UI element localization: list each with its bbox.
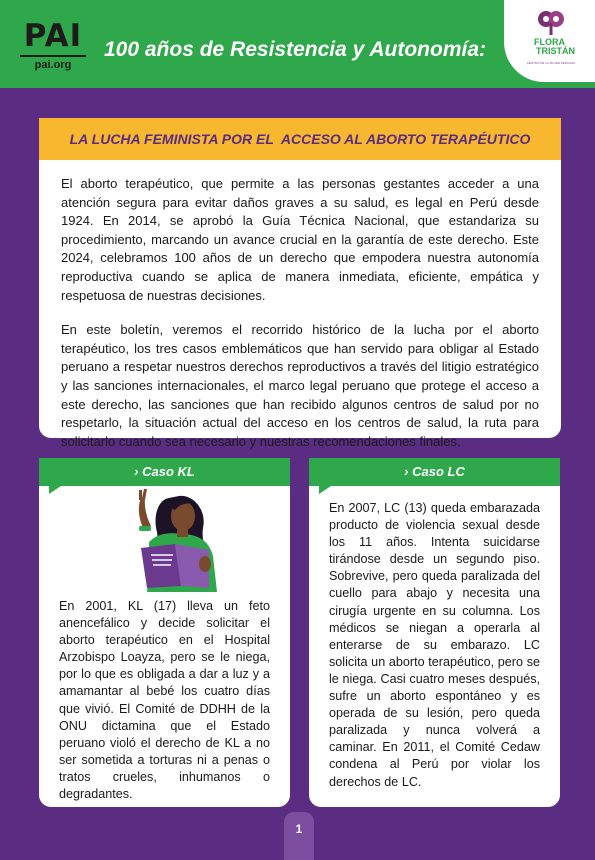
page-title: 100 años de Resistencia y Autonomía: bbox=[104, 38, 487, 61]
flora-name-line2: TRISTÁN bbox=[536, 46, 575, 56]
intro-paragraph-1: El aborto terapéutico, que permite a las personas gestantes acceder a una atención segura para evitar daños graves a su salud, es legal en Perú desde 1924. En 2014, se aprobó la Guía Técnica Nacional, que estandariza su procedimiento, marcando un avance crucial en la garantía de este derecho. Este 2024, celebramos 100 años de un derecho que empodera nuestra autonomía reproductiva cuando se aplica de manera inmediata, eficiente, empática y respetuosa de nuestras decisiones. bbox=[61, 176, 539, 303]
case-kl-heading: › Caso KL bbox=[39, 458, 290, 486]
case-lc-text: En 2007, LC (13) queda embarazada producto de violencia sexual desde los 11 años. Intenta suicidarse tirándose desde un segundo piso. Sobrevive, pero queda paralizada del cuello para abajo y necesita una cirugía urgente en su columna. Los médicos se niegan a operarla al enterarse de su embarazo. LC solicita un aborto terapéutico, pero se le niega. Casi cuatro meses después, sufre un aborto espontáneo y es operada de su lesión, pero queda paralizada y nunca volverá a caminar. En 2011, el Comité Cedaw condena al Perú por violar los derechos de LC. bbox=[329, 501, 540, 789]
case-lc-card bbox=[309, 458, 560, 807]
case-lc-heading: › Caso LC bbox=[309, 458, 560, 486]
flora-tristan-emblem-icon bbox=[531, 9, 571, 35]
flora-tristan-name bbox=[504, 38, 595, 56]
flora-tristan-logo[interactable] bbox=[504, 0, 595, 82]
flora-tristan-tagline: CENTRO DE LA MUJER PERUANA bbox=[526, 61, 576, 65]
woman-reading-illustration bbox=[127, 488, 237, 592]
case-kl-card bbox=[39, 458, 290, 807]
intro-card bbox=[39, 118, 561, 449]
intro-paragraph-2: En este boletín, veremos el recorrido histórico de la lucha por el aborto terapéutico, los tres casos emblemáticos que han servido para obligar al Estado peruano a respetar nuestros derechos reproductivos a través del litigio estratégico y las sanciones internacionales, el marco legal peruano que protege el acceso a este derecho, las sanciones que han recibido algunos centros de salud por no respetarlo, la situación actual del acceso en los centros de salud, la ruta para solicitarlo cuando sea necesario y nuestras recomendaciones finales. bbox=[61, 322, 539, 449]
pai-logo-url: pai.org bbox=[34, 59, 72, 71]
pai-logo-underline bbox=[20, 55, 86, 57]
header-banner bbox=[0, 0, 595, 88]
intro-body bbox=[39, 160, 561, 451]
page-number: 1 bbox=[295, 822, 303, 836]
pai-logo[interactable] bbox=[20, 20, 86, 71]
case-lc-heading-tab bbox=[319, 486, 331, 494]
pai-logo-text: PAI bbox=[23, 18, 83, 54]
intro-heading: LA LUCHA FEMINISTA POR EL ACCESO AL ABORTO TERAPÉUTICO bbox=[39, 118, 561, 160]
flora-name-line1: FLORA bbox=[534, 37, 565, 47]
case-kl-text: En 2001, KL (17) lleva un feto anencefálico y decide solicitar el aborto terapéutico en el Hospital Arzobispo Loayza, pero se le niega, por lo que es obligada a dar a luz y a amamantar al bebé los cuatro días que vivió. El Comité de DDHH de la ONU dictamina que el Estado peruano violó el derecho de KL a no ser sometida a torturas ni a penas o tratos crueles, inhumanos o degradantes. bbox=[59, 599, 270, 802]
page-number-tab bbox=[284, 812, 314, 860]
case-kl-heading-tab bbox=[49, 486, 61, 494]
